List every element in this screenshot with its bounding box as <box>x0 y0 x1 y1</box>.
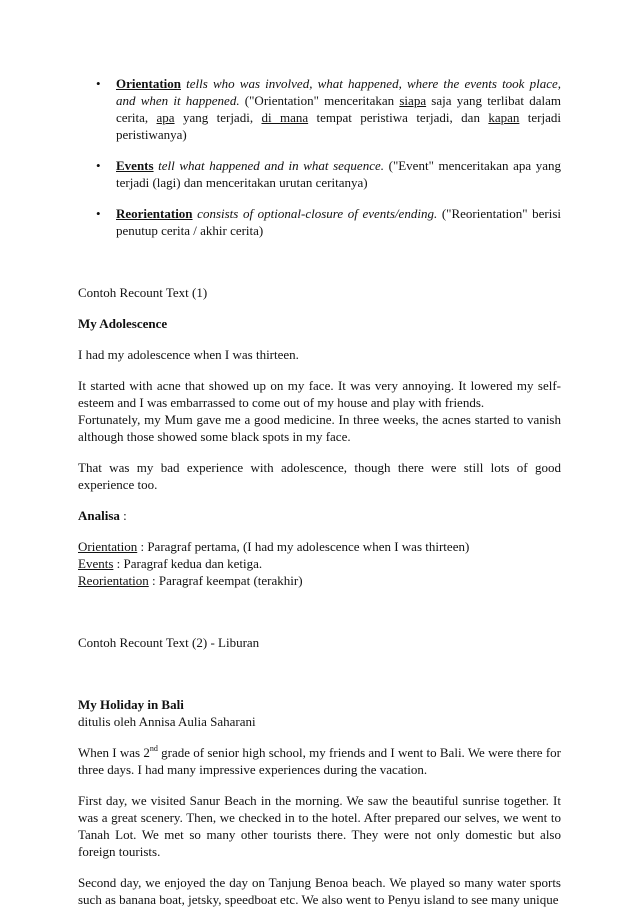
bullet-dot-icon: • <box>96 76 101 91</box>
analysis-heading: Analisa : <box>78 508 127 523</box>
example1-paragraph-3: Fortunately, my Mum gave me a good medicine. In three weeks, the acnes started to vanish although those showed some black spots in my face. <box>78 412 561 444</box>
spacer <box>78 253 561 284</box>
events-english: tell what happened and in what sequence. <box>158 158 384 173</box>
reorientation-indonesian: ("Reorientation" berisi penutup cerita / akhir cerita) <box>116 206 562 238</box>
analysis-list <box>78 538 561 589</box>
example2-title-block <box>78 696 561 730</box>
orientation-english: tells who was involved, what happened, where the events took place, and when it happened. <box>116 76 562 108</box>
bullet-events <box>78 157 561 191</box>
analysis-orientation: Orientation : Paragraf pertama, (I had my adolescence when I was thirteen) <box>78 539 470 554</box>
bullet-orientation <box>78 75 561 143</box>
example1-heading: Contoh Recount Text (1) <box>78 285 208 300</box>
example2-author: ditulis oleh Annisa Aulia Saharani <box>78 714 256 729</box>
example2-title: My Holiday in Bali <box>78 697 184 712</box>
events-indonesian: ("Event" menceritakan apa yang terjadi (lagi) dan menceritakan urutan ceritanya) <box>116 158 562 190</box>
bullet-dot-icon: • <box>96 158 101 173</box>
example1-title: My Adolescence <box>78 316 168 331</box>
example1-paragraph-1: I had my adolescence when I was thirteen. <box>78 347 299 362</box>
example1-paragraph-4: That was my bad experience with adolescence, though there were still lots of good experience too. <box>78 460 561 492</box>
example2-paragraph-2: First day, we visited Sanur Beach in the morning. We saw the beautiful sunrise together. It was a great scenery. Then, we checked in to the hotel. After prepared our selves, we went to Tanah Lot. We met so many other tourists there. They were not only domestic but also foreign tourists. <box>78 793 561 859</box>
analysis-reorientation: Reorientation : Paragraf keempat (terakhir) <box>78 573 303 588</box>
term-events: Events <box>116 158 154 173</box>
example2-paragraph-3: Second day, we enjoyed the day on Tanjung Benoa beach. We played so many water sports such as banana boat, jetsky, speedboat etc. We also went to Penyu island to see many unique <box>78 875 561 907</box>
document-content <box>78 75 561 922</box>
example2-paragraph-1: When I was 2nd grade of senior high school, my friends and I went to Bali. We were there for three days. I had many impressive experiences during the vacation. <box>78 744 561 777</box>
term-reorientation: Reorientation <box>116 206 193 221</box>
structure-list <box>78 75 561 239</box>
reorientation-english: consists of optional-closure of events/ending. <box>197 206 438 221</box>
example2-heading: Contoh Recount Text (2) - Liburan <box>78 635 260 650</box>
analysis-events: Events : Paragraf kedua dan ketiga. <box>78 556 263 571</box>
bullet-reorientation <box>78 205 561 239</box>
term-orientation: Orientation <box>116 76 181 91</box>
orientation-indonesian: ("Orientation" menceritakan siapa saja yang terlibat dalam cerita, apa yang terjadi, di mana tempat peristiwa terjadi, dan kapan terjadi peristiwanya) <box>116 93 561 142</box>
bullet-dot-icon: • <box>96 206 101 221</box>
spacer <box>78 665 561 696</box>
example1-paragraph-2: It started with acne that showed up on my face. It was very annoying. It lowered my self-esteem and I was embarrassed to come out of my house and play with friends. <box>78 378 561 410</box>
spacer <box>78 603 561 634</box>
